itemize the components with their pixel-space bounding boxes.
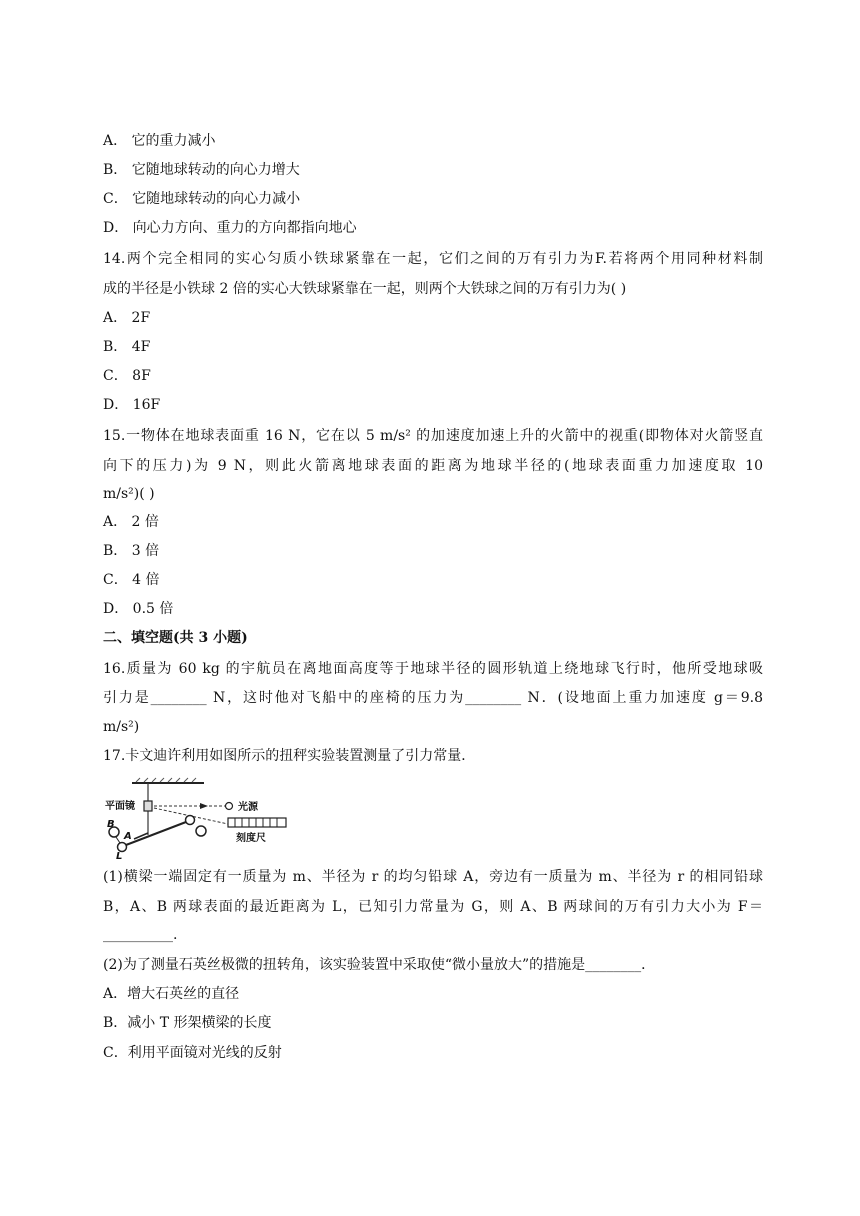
q17-option-c: C．利用平面镜对光线的反射 <box>103 1045 282 1061</box>
q16-line2: 引力是________ N，这时他对飞船中的座椅的压力为________ N．(设地面上重力加速度 g＝9.8 <box>103 690 763 706</box>
q15-option-a: A． 2 倍 <box>103 514 159 530</box>
ball-b-label: B <box>107 819 115 830</box>
light-source-icon <box>226 803 233 810</box>
q14-option-b: B． 4F <box>103 339 151 355</box>
q14-stem-line2: 成的半径是小铁球 2 倍的实心大铁球紧靠在一起，则两个大铁球之间的万有引力为( ) <box>103 281 627 297</box>
q15-stem-line1: 15.一物体在地球表面重 16 N，它在以 5 m/s² 的加速度加速上升的火箭中的视重(即物体对火箭竖直 <box>103 428 763 444</box>
ball-a-label: A <box>124 831 132 842</box>
q13-option-d: D． 向心力方向、重力的方向都指向地心 <box>103 220 357 236</box>
q17-part2-stem: (2)为了测量石英丝极微的扭转角，该实验装置中采取使“微小量放大”的措施是________． <box>103 957 656 973</box>
q14-stem-line1: 14.两个完全相同的实心匀质小铁球紧靠在一起，它们之间的万有引力为F.若将两个用同种材料制 <box>103 251 763 267</box>
lead-ball-small-right <box>186 816 195 825</box>
q14-option-d: D． 16F <box>103 397 161 413</box>
lead-ball-large-right <box>196 826 206 836</box>
q15-stem-line2: 向下的压力)为 9 N，则此火箭离地球表面的距离为地球半径的(地球表面重力加速度取 10 <box>103 458 763 474</box>
q13-option-b: B． 它随地球转动的向心力增大 <box>103 162 300 178</box>
distance-mark <box>116 837 120 843</box>
q15-option-b: B． 3 倍 <box>103 543 160 559</box>
q13-option-a: A． 它的重力减小 <box>103 133 216 149</box>
length-l-label: L <box>116 851 123 859</box>
q15-option-c: C． 4 倍 <box>103 572 160 588</box>
plane-mirror <box>144 801 152 811</box>
light-source-label: 光源 <box>238 802 258 813</box>
mirror-label: 平面镜 <box>105 801 135 812</box>
q15-option-d: D． 0.5 倍 <box>103 601 174 617</box>
ray-arrow-icon <box>200 803 208 809</box>
q17-stem: 17.卡文迪许利用如图所示的扭秤实验装置测量了引力常量． <box>103 748 476 764</box>
ceiling-hatch <box>136 778 196 782</box>
t-frame-beam <box>126 822 186 845</box>
q17-option-a: A．增大石英丝的直径 <box>103 986 240 1002</box>
torsion-balance-figure <box>104 777 294 859</box>
q16-line3: m/s²) <box>103 719 140 735</box>
q14-option-a: A． 2F <box>103 310 151 326</box>
q16-line1: 16.质量为 60 kg 的宇航员在离地面高度等于地球半径的圆形轨道上绕地球飞行时，他所受地球吸 <box>103 661 763 677</box>
q17-option-b: B．减小 T 形架横梁的长度 <box>103 1015 272 1031</box>
q17-part1-line1: (1)横梁一端固定有一质量为 m、半径为 r 的均匀铅球 A，旁边有一质量为 m、半径为 r 的相同铅球 <box>103 869 763 885</box>
q17-part1-line3: __________. <box>103 927 178 943</box>
q14-option-c: C． 8F <box>103 368 151 384</box>
section-heading: 二、填空题(共 3 小题) <box>103 630 248 646</box>
q13-option-c: C． 它随地球转动的向心力减小 <box>103 191 301 207</box>
q17-part1-line2: B，A、B 两球表面的最近距离为 L，已知引力常量为 G，则 A、B 两球间的万有引力大小为 F＝ <box>103 899 763 915</box>
scale-ruler-label: 刻度尺 <box>236 833 266 844</box>
q15-stem-line3: m/s²)( ) <box>103 486 155 502</box>
